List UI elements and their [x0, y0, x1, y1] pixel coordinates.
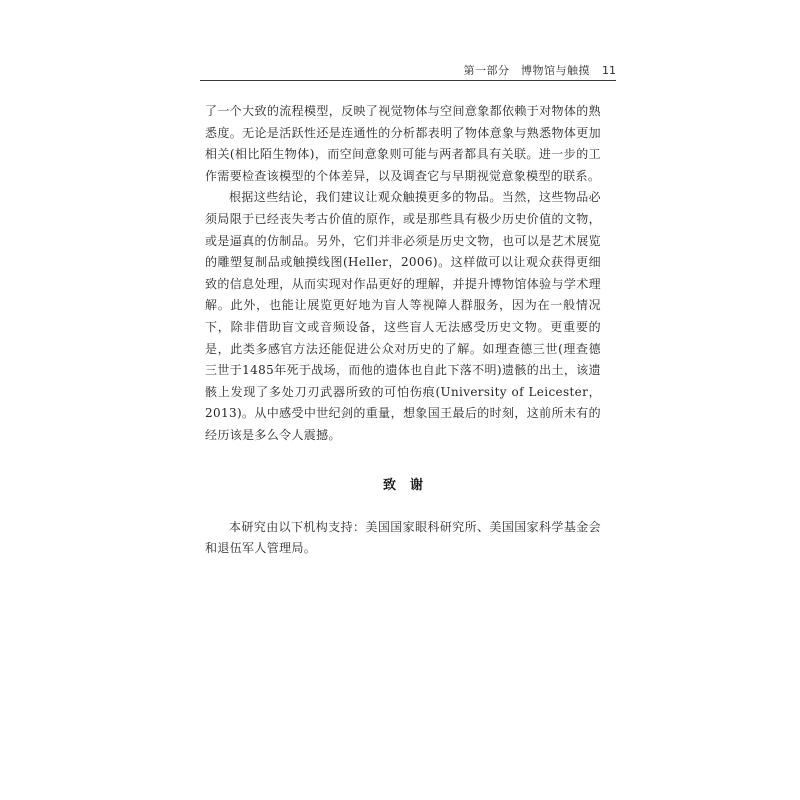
acknowledgements-heading: 致谢: [382, 477, 437, 493]
running-header: [200, 62, 616, 78]
running-header-section-title: 第一部分 博物馆与触摸: [463, 64, 590, 77]
body-text: [205, 101, 601, 560]
paragraph-conclusions: 根据这些结论，我们建议让观众触摸更多的物品。当然，这些物品必须局限于已经丧失考古价值的原作，或是那些具有极少历史价值的文物，或是逼真的仿制品。另外，它们并非必须是历史文物，也可以是艺术展览的雕塑复制品或触摸线图(Heller，2006)。这样做可以让观众获得更细致的信息处理，从而实现对作品更好的理解，并提升博物馆体验与学术理解。此外，也能让展览更好地为盲人等视障人群服务，因为在一般情况下，除非借助盲文或音频设备，这些盲人无法感受历史文物。更重要的是，此类多感官方法还能促进公众对历史的了解。如理查德三世(理查德三世于1485年死于战场，而他的遗体也自此下落不明)遗骸的出土，该遗骸上发现了多处刀刃武器所致的可怕伤痕(University of Leicester，2013)。从中感受中世纪剑的重量，想象国王最后的时刻，这前所未有的经历该是多么令人震撼。: [205, 190, 601, 442]
acknowledgements-paragraph: 本研究由以下机构支持：美国国家眼科研究所、美国国家科学基金会和退伍军人管理局。: [205, 519, 601, 556]
page-number: 11: [602, 64, 616, 77]
paragraph-continuation: 了一个大致的流程模型，反映了视觉物体与空间意象都依赖于对物体的熟悉度。无论是活跃性还是连通性的分析都表明了物体意象与熟悉物体更加相关(相比陌生物体)，而空间意象则可能与两者都具有关联。进一步的工作需要检查该模型的个体差异，以及调查它与早期视觉意象模型的联系。: [205, 104, 601, 183]
header-rule: [200, 80, 616, 81]
